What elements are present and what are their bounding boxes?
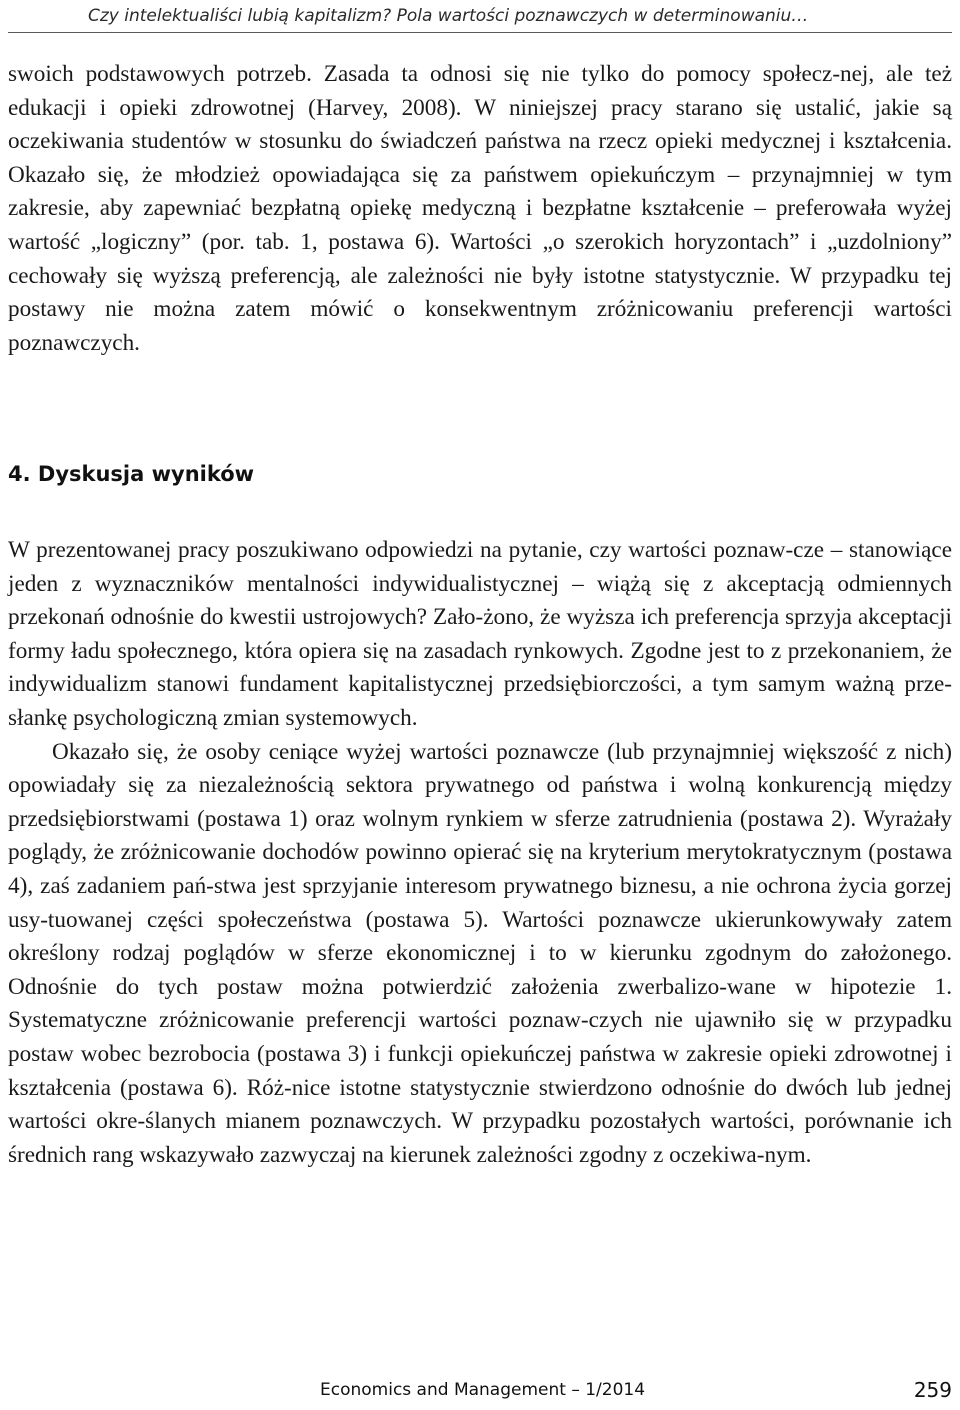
section-title: 4. Dyskusja wyników (8, 462, 255, 486)
section-body (8, 534, 952, 1172)
page-number: 259 (913, 1378, 952, 1402)
paragraph-continuation: swoich podstawowych potrzeb. Zasada ta odnosi się nie tylko do pomocy społecz-nej, ale też edukacji i opieki zdrowotnej (Harvey, 2008). W niniejszej pracy starano się ustalić, jakie są oczekiwania studentów w stosunku do świadczeń państwa na rzecz opieki medycznej i kształcenia. Okazało się, że młodzież opowiadająca się za państwem opiekuńczym – przynajmniej w tym zakresie, aby zapewniać bezpłatną opiekę medyczną i bezpłatne kształcenie – preferowała wyżej wartość „logiczny” (por. tab. 1, postawa 6). Wartości „o szerokich horyzontach” i „uzdolniony” cechowały się wyższą preferencją, ale zależności nie były istotne statystycznie. W przypadku tej postawy nie można zatem mówić o konsekwentnym zróżnicowaniu preferencji wartości poznawczych. (8, 61, 952, 356)
running-header: Czy intelektualiści lubią kapitalizm? Pola wartości poznawczych w determinowaniu… (88, 6, 809, 26)
journal-issue: Economics and Management – 1/2014 (320, 1380, 646, 1400)
page-footer (0, 1378, 960, 1406)
section-paragraph-1: W prezentowanej pracy poszukiwano odpowiedzi na pytanie, czy wartości poznaw-cze – stanowiące jeden z wyznaczników mentalności indywidualistycznej – wiążą się z akceptacją odmiennych przekonań odnośnie do kwestii ustrojowych? Zało-żono, że wyższa ich preferencja sprzyja akceptacji formy ładu społecznego, która opiera się na zasadach rynkowych. Zgodne jest to z przekonaniem, że indywidualizm stanowi fundament kapitalistycznej przedsiębiorczości, a tym samym ważną prze-słankę psychologiczną zmian systemowych. (8, 537, 952, 731)
header-divider (8, 32, 952, 33)
section-paragraph-2: Okazało się, że osoby ceniące wyżej wartości poznawcze (lub przynajmniej większość z nich) opowiadały się za niezależnością sektora prywatnego od państwa i wolną konkurencją między przedsiębiorstwami (postawa 1) oraz wolnym rynkiem w sferze zatrudnienia (postawa 2). Wyrażały poglądy, że zróżnicowanie dochodów powinno opierać się na kryterium merytokratycznym (postawa 4), zaś zadaniem pań-stwa jest sprzyjanie interesom prywatnego biznesu, a nie ochrona życia gorzej usy-tuowanej części społeczeństwa (postawa 5). Wartości poznawcze ukierunkowywały zatem określony rodzaj poglądów w sferze ekonomicznej i to w kierunku zgodnym do założonego. Odnośnie do tych postaw można potwierdzić założenia zwerbalizo-wane w hipotezie 1. Systematyczne zróżnicowanie preferencji wartości poznaw-czych nie ujawniło się w przypadku postaw wobec bezrobocia (postawa 3) i funkcji opiekuńczej państwa w zakresie opieki zdrowotnej i kształcenia (postawa 6). Róż-nice istotne statystycznie stwierdzono odnośnie do dwóch lub jednej wartości okre-ślanych mianem poznawczych. W przypadku pozostałych wartości, porównanie ich średnich rang wskazywało zazwyczaj na kierunek zależności zgodny z oczekiwa-nym. (8, 738, 952, 1168)
